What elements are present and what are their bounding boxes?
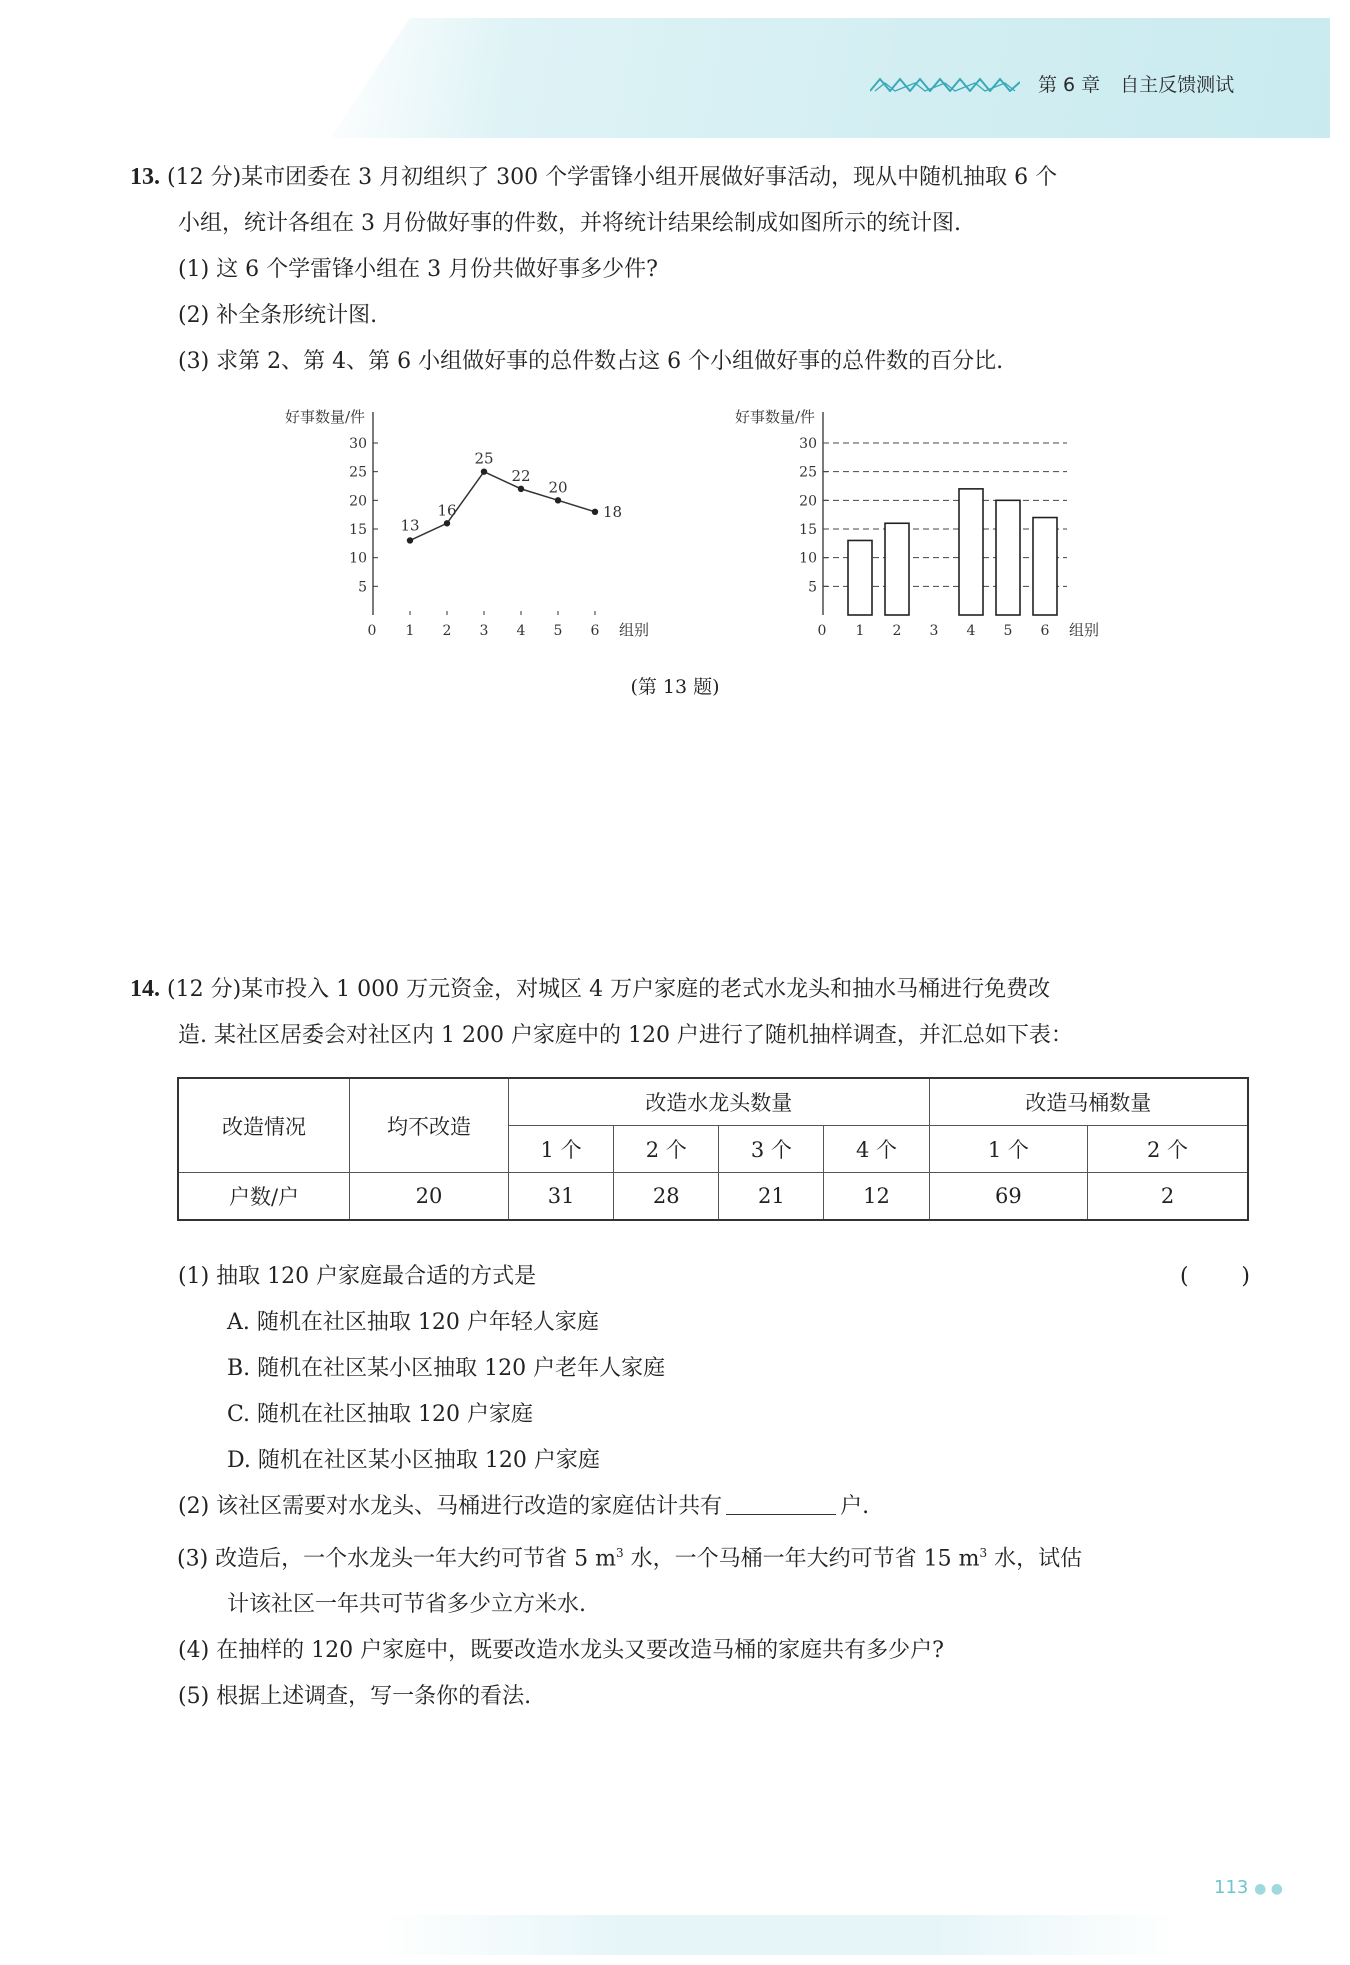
page-header <box>870 70 1234 97</box>
page-number <box>1214 1877 1283 1898</box>
x-tick-label: 4 <box>966 623 976 639</box>
sub-question-1: (1) 这 6 个学雷锋小组在 3 月份共做好事多少件? <box>178 257 658 282</box>
x-axis-label: 组别 <box>619 621 650 639</box>
y-tick-label: 5 <box>358 579 367 596</box>
y-tick-label: 10 <box>799 550 817 567</box>
sub-question-2 <box>130 1484 1250 1530</box>
bar <box>959 489 983 615</box>
x-tick-label: 5 <box>553 623 563 639</box>
option-a: A. 随机在社区抽取 120 户年轻人家庭 <box>227 1310 599 1335</box>
survey-table <box>177 1077 1249 1221</box>
x-tick-label: 1 <box>855 623 865 639</box>
stem-line: 小组，统计各组在 3 月份做好事的件数，并将统计结果绘制成如图所示的统计图. <box>178 211 961 236</box>
sub-question-1 <box>130 1254 1250 1300</box>
question-14-subquestions <box>130 1254 1250 1720</box>
table-subheader-cell: 2 个 <box>614 1126 719 1173</box>
y-tick-label: 20 <box>799 493 817 510</box>
table-subheader-cell: 1 个 <box>509 1126 614 1173</box>
x-tick-label: 4 <box>516 623 526 639</box>
bar <box>996 500 1020 615</box>
data-label: 13 <box>400 516 420 535</box>
sub-question-text: 水，一个马桶一年大约可节省 15 m <box>623 1546 980 1572</box>
sub-question-5: (5) 根据上述调查，写一条你的看法. <box>178 1684 532 1710</box>
question-14-stem <box>130 966 1250 1059</box>
x-axis-label: 组别 <box>1069 621 1100 639</box>
table-subheader-cell: 2 个 <box>1088 1126 1248 1173</box>
superscript: 3 <box>979 1546 988 1560</box>
bar <box>1033 518 1057 615</box>
y-axis-label: 好事数量/件 <box>734 408 815 426</box>
x-tick-label: 0 <box>367 623 377 639</box>
y-tick-label: 25 <box>799 464 817 481</box>
sub-question-3 <box>130 1530 1250 1628</box>
bar-chart <box>705 400 1125 650</box>
sub-question-2: (2) 补全条形统计图. <box>178 303 378 328</box>
table-cell: 69 <box>929 1173 1087 1221</box>
y-tick-label: 25 <box>349 464 367 481</box>
x-tick-label: 1 <box>405 623 415 639</box>
table-header-cell: 改造情况 <box>178 1078 350 1173</box>
option-d: D. 随机在社区某小区抽取 120 户家庭 <box>227 1448 600 1473</box>
option-b: B. 随机在社区某小区抽取 120 户老年人家庭 <box>227 1356 666 1381</box>
section-label: 自主反馈测试 <box>1120 74 1235 96</box>
x-tick-label: 6 <box>1040 623 1050 639</box>
x-tick-label: 3 <box>929 623 939 639</box>
figure-caption: (第 13 题) <box>630 676 720 698</box>
sub-question-text: 户. <box>840 1494 870 1519</box>
table-subheader-cell: 4 个 <box>824 1126 929 1173</box>
line-chart <box>255 400 675 650</box>
table-header-row <box>178 1078 1248 1126</box>
y-tick-label: 30 <box>349 436 367 452</box>
sub-question-text: (2) 该社区需要对水龙头、马桶进行改造的家庭估计共有 <box>178 1494 723 1519</box>
x-tick-label: 0 <box>817 623 827 639</box>
y-tick-label: 15 <box>349 522 367 538</box>
x-tick-label: 2 <box>892 623 902 639</box>
stem-line: 造. 某社区居委会对社区内 1 200 户家庭中的 120 户进行了随机抽样调查，并汇总如下表： <box>178 1023 1073 1048</box>
page-deco-dots: ● ● <box>1254 1881 1283 1897</box>
x-tick-label: 2 <box>442 623 452 639</box>
stem-line: (12 分)某市投入 1 000 万元资金，对城区 4 万户家庭的老式水龙头和抽水马桶进行免费改 <box>167 977 1051 1002</box>
table-header-cell: 改造水龙头数量 <box>509 1078 930 1126</box>
data-label: 22 <box>511 466 531 485</box>
sub-question-3: (3) 求第 2、第 4、第 6 小组做好事的总件数占这 6 个小组做好事的总件数的百分比. <box>178 349 1004 374</box>
data-label: 18 <box>603 502 623 521</box>
sub-question-text: (3) 改造后，一个水龙头一年大约可节省 5 m <box>177 1546 617 1572</box>
data-point <box>481 468 487 474</box>
table-cell: 31 <box>509 1173 614 1221</box>
data-point <box>407 537 413 543</box>
y-tick-label: 10 <box>349 550 367 567</box>
footer-band <box>380 1915 1180 1955</box>
data-label: 20 <box>548 478 568 497</box>
table-cell: 12 <box>824 1173 929 1221</box>
data-point <box>444 520 450 526</box>
table-header-cell: 均不改造 <box>350 1078 509 1173</box>
table-cell: 20 <box>350 1173 509 1221</box>
y-tick-label: 30 <box>799 436 817 452</box>
question-number: 14. <box>130 976 160 1002</box>
table-row-label: 户数/户 <box>178 1173 350 1221</box>
y-tick-label: 5 <box>808 579 817 596</box>
answer-parentheses[interactable] <box>1180 1254 1250 1300</box>
table-header-cell: 改造马桶数量 <box>929 1078 1248 1126</box>
chapter-label: 第 6 章 <box>1038 74 1101 96</box>
y-tick-label: 20 <box>349 493 367 510</box>
question-14 <box>130 966 1250 1059</box>
data-label: 16 <box>437 501 457 520</box>
table-cell: 2 <box>1088 1173 1248 1221</box>
paren-open: ( <box>1180 1264 1189 1289</box>
table-cell: 28 <box>614 1173 719 1221</box>
question-13 <box>130 154 1250 385</box>
data-point <box>555 497 561 503</box>
table-row <box>178 1173 1248 1221</box>
bar <box>885 523 909 615</box>
x-tick-label: 3 <box>479 623 489 639</box>
sub-question-4: (4) 在抽样的 120 户家庭中，既要改造水龙头又要改造马桶的家庭共有多少户? <box>178 1638 944 1664</box>
page-number-text: 113 <box>1214 1877 1249 1898</box>
paren-close: ) <box>1241 1264 1250 1289</box>
answer-blank[interactable] <box>726 1492 836 1515</box>
data-label: 25 <box>474 449 494 468</box>
superscript: 3 <box>616 1546 624 1560</box>
sub-question-text: 水，试估 <box>987 1546 1083 1572</box>
table-subheader-cell: 1 个 <box>929 1126 1087 1173</box>
x-tick-label: 5 <box>1003 623 1013 639</box>
stem-line: (12 分)某市团委在 3 月初组织了 300 个学雷锋小组开展做好事活动，现从中随机抽取 6 个 <box>167 165 1058 190</box>
data-point <box>518 486 524 492</box>
option-c: C. 随机在社区抽取 120 户家庭 <box>227 1402 534 1427</box>
data-point <box>592 509 598 515</box>
question-13-stem <box>130 154 1250 247</box>
mountain-decoration-icon <box>870 76 1020 92</box>
sub-question-text: (1) 抽取 120 户家庭最合适的方式是 <box>178 1264 537 1289</box>
table-cell: 21 <box>719 1173 824 1221</box>
y-axis-label: 好事数量/件 <box>284 408 365 426</box>
sub-question-text: 计该社区一年共可节省多少立方米水. <box>227 1592 586 1618</box>
bar <box>848 540 872 615</box>
y-tick-label: 15 <box>799 522 817 538</box>
question-number: 13. <box>130 164 160 190</box>
table-subheader-cell: 3 个 <box>719 1126 824 1173</box>
x-tick-label: 6 <box>590 623 600 639</box>
